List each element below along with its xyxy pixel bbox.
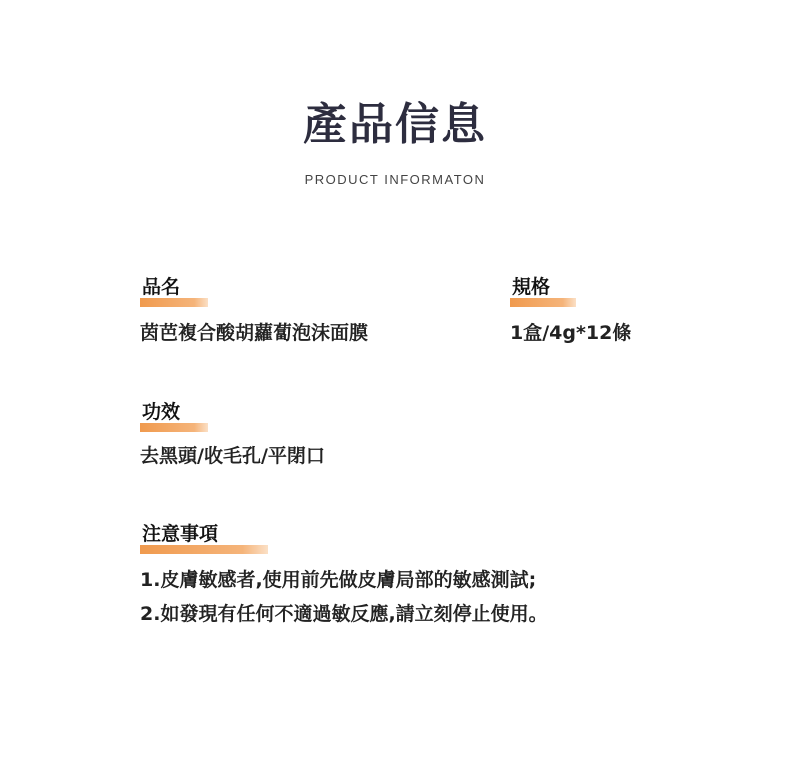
effect-label: 功效 <box>140 397 208 428</box>
spec-value: 1盒/4g*12條 <box>510 322 632 344</box>
label-highlight <box>140 298 208 307</box>
product-name-label: 品名 <box>140 272 208 303</box>
page-subtitle: PRODUCT INFORMATON <box>304 172 486 187</box>
label-highlight <box>510 298 576 307</box>
notes-label: 注意事項 <box>140 519 268 550</box>
label-highlight <box>140 423 208 432</box>
note-item: 2.如發現有任何不適過敏反應,請立刻停止使用。 <box>140 603 548 625</box>
product-name-value: 茵芭複合酸胡蘿蔔泡沫面膜 <box>140 322 369 344</box>
page-title: 產品信息 <box>303 99 487 150</box>
note-item: 1.皮膚敏感者,使用前先做皮膚局部的敏感測試; <box>140 569 537 591</box>
spec-label: 規格 <box>510 272 576 303</box>
label-highlight <box>140 545 268 554</box>
effect-value: 去黑頭/收毛孔/平閉口 <box>140 445 325 467</box>
